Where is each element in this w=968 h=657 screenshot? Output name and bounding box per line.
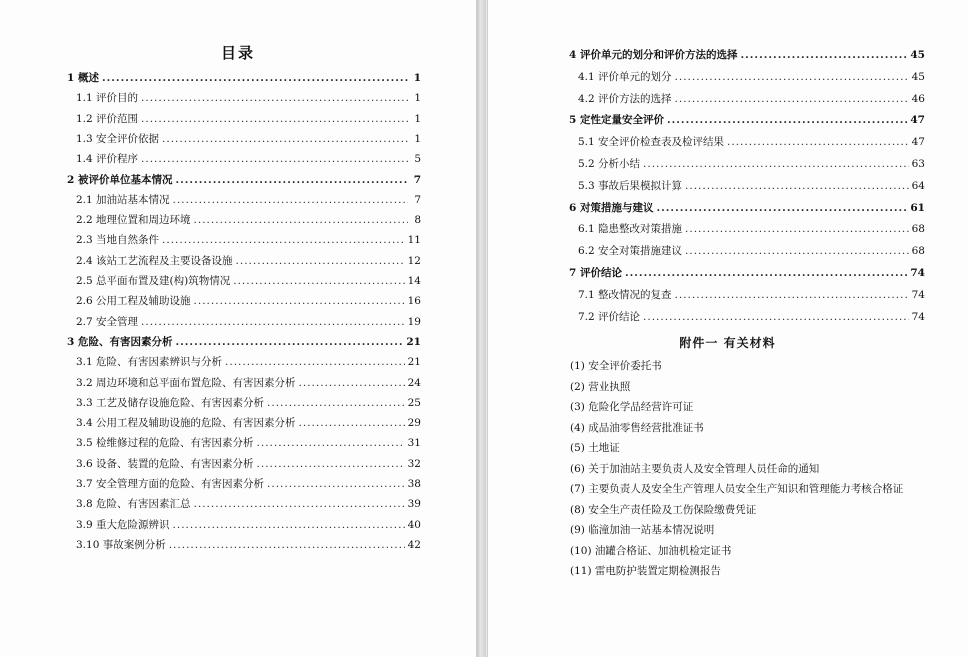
toc-section-row bbox=[578, 309, 925, 324]
toc-page-number: 1 bbox=[414, 132, 421, 145]
toc-leader-dots bbox=[162, 234, 405, 246]
toc-section-row bbox=[578, 287, 925, 302]
toc-page-number: 38 bbox=[407, 478, 421, 490]
toc-section-row bbox=[76, 496, 421, 511]
toc-leader-dots bbox=[667, 114, 907, 126]
attachment-item: (11) 雷电防护装置定期检测报告 bbox=[570, 565, 721, 577]
toc-leader-dots bbox=[141, 316, 405, 328]
toc-title: 目录 bbox=[220, 44, 255, 62]
toc-entry-label: 1.1 评价目的 bbox=[76, 92, 139, 105]
attachment-item: (8) 安全生产责任险及工伤保险缴费凭证 bbox=[570, 503, 757, 516]
attachment-item: (2) 营业执照 bbox=[570, 380, 631, 393]
toc-leader-dots bbox=[173, 519, 405, 531]
toc-section-row bbox=[578, 134, 925, 149]
toc-leader-dots bbox=[257, 437, 405, 449]
toc-section-row bbox=[76, 293, 421, 308]
toc-leader-dots bbox=[194, 295, 405, 307]
toc-section-row bbox=[76, 395, 421, 410]
toc-page-number: 68 bbox=[911, 223, 925, 236]
toc-section-row bbox=[76, 435, 421, 450]
toc-entry-label: 5.1 安全评价检查表及检评结果 bbox=[578, 136, 725, 149]
toc-page-number: 21 bbox=[406, 335, 421, 348]
toc-section-row bbox=[76, 273, 421, 288]
toc-section-row bbox=[76, 253, 421, 268]
toc-leader-dots bbox=[740, 49, 907, 61]
toc-page-number: 61 bbox=[910, 201, 925, 214]
toc-page-number: 7 bbox=[414, 193, 421, 206]
toc-entry-label: 4.2 评价方法的选择 bbox=[578, 92, 672, 105]
toc-entry-label: 3.5 检维修过程的危险、有害因素分析 bbox=[76, 437, 254, 450]
toc-entry-label: 7.2 评价结论 bbox=[578, 310, 641, 323]
toc-page-number: 1 bbox=[413, 72, 421, 84]
toc-page-number: 16 bbox=[407, 295, 421, 308]
attachment-item: (3) 危险化学品经营许可证 bbox=[570, 401, 694, 413]
toc-leader-dots bbox=[175, 174, 408, 186]
toc-entry-label: 7 评价结论 bbox=[569, 267, 622, 279]
toc-section-row bbox=[76, 375, 421, 390]
toc-page-number: 46 bbox=[911, 92, 925, 105]
toc-leader-dots bbox=[141, 92, 408, 104]
toc-page-number: 19 bbox=[407, 315, 421, 328]
attachment-item: (4) 成品油零售经营批准证书 bbox=[570, 421, 704, 434]
toc-section-row bbox=[578, 69, 925, 84]
attachment-item: (7) 主要负责人及安全生产管理人员安全生产知识和管理能力考核合格证 bbox=[570, 483, 904, 495]
toc-section-row bbox=[578, 221, 925, 236]
toc-section-row bbox=[76, 476, 421, 491]
toc-page-number: 74 bbox=[911, 288, 925, 301]
toc-leader-dots bbox=[299, 377, 405, 389]
toc-entry-label: 3.6 设备、装置的危险、有害因素分析 bbox=[76, 457, 254, 470]
toc-chapter-row bbox=[67, 172, 421, 187]
attachment-item: (10) 油罐合格证、加油机检定证书 bbox=[570, 544, 732, 557]
toc-page-number: 45 bbox=[911, 70, 925, 83]
toc-leader-dots bbox=[225, 356, 405, 368]
toc-section-row bbox=[76, 354, 421, 369]
toc-section-row bbox=[76, 314, 421, 329]
toc-section-row bbox=[76, 151, 421, 166]
toc-page-number: 32 bbox=[407, 457, 421, 470]
toc-section-row bbox=[76, 90, 421, 105]
toc-leader-dots bbox=[162, 133, 408, 145]
toc-page-number: 21 bbox=[407, 356, 421, 369]
toc-leader-dots bbox=[675, 289, 909, 301]
toc-entry-label: 7.1 整改情况的复查 bbox=[578, 288, 672, 301]
toc-entry-label: 6.2 安全对策措施建议 bbox=[578, 245, 683, 258]
toc-entry-label: 1.4 评价程序 bbox=[76, 153, 139, 166]
toc-section-row bbox=[578, 178, 925, 193]
toc-chapter-row bbox=[67, 70, 421, 85]
toc-section-row bbox=[76, 456, 421, 471]
toc-leader-dots bbox=[194, 498, 405, 510]
toc-entry-label: 6.1 隐患整改对策措施 bbox=[578, 223, 683, 236]
toc-leader-dots bbox=[233, 275, 404, 287]
toc-entry-label: 1.3 安全评价依据 bbox=[76, 132, 160, 145]
toc-leader-dots bbox=[675, 93, 909, 105]
toc-entry-label: 2.5 总平面布置及建(构)筑物情况 bbox=[76, 275, 231, 287]
toc-leader-dots bbox=[267, 397, 405, 409]
toc-page-number: 40 bbox=[407, 518, 421, 531]
toc-section-row bbox=[76, 232, 421, 247]
toc-leader-dots bbox=[643, 311, 909, 323]
toc-entry-label: 2.7 安全管理 bbox=[76, 315, 139, 328]
toc-section-row bbox=[76, 415, 421, 430]
toc-leader-dots bbox=[141, 113, 408, 125]
toc-entry-label: 3.3 工艺及储存设施危险、有害因素分析 bbox=[76, 396, 265, 409]
toc-leader-dots bbox=[643, 158, 909, 170]
toc-page-number: 7 bbox=[413, 173, 421, 186]
toc-leader-dots bbox=[169, 539, 405, 551]
toc-entry-label: 4 评价单元的划分和评价方法的选择 bbox=[569, 49, 738, 61]
toc-leader-dots bbox=[685, 223, 909, 235]
toc-entry-label: 2 被评价单位基本情况 bbox=[67, 173, 173, 186]
toc-chapter-row bbox=[569, 265, 925, 280]
toc-section-row bbox=[76, 192, 421, 207]
toc-leader-dots bbox=[685, 180, 909, 192]
toc-section-row bbox=[76, 537, 421, 552]
toc-chapter-row bbox=[569, 47, 925, 62]
attachment-title: 附件一 有关材料 bbox=[679, 336, 776, 350]
toc-page-number: 1 bbox=[414, 92, 421, 105]
toc-entry-label: 3.7 安全管理方面的危险、有害因素分析 bbox=[76, 478, 265, 490]
toc-leader-dots bbox=[141, 153, 408, 165]
attachment-item: (5) 土地证 bbox=[570, 442, 620, 454]
toc-page-number: 29 bbox=[407, 417, 421, 430]
toc-leader-dots bbox=[194, 214, 408, 226]
toc-entry-label: 3.8 危险、有害因素汇总 bbox=[76, 498, 191, 511]
toc-leader-dots bbox=[173, 194, 408, 206]
toc-leader-dots bbox=[675, 71, 909, 83]
toc-leader-dots bbox=[267, 478, 405, 490]
toc-entry-label: 3.10 事故案例分析 bbox=[76, 538, 166, 551]
toc-entry-label: 5 定性定量安全评价 bbox=[569, 114, 664, 127]
attachment-item: (9) 临潼加油一站基本情况说明 bbox=[570, 524, 715, 536]
toc-leader-dots bbox=[656, 202, 907, 214]
toc-leader-dots bbox=[257, 458, 405, 470]
toc-entry-label: 1.2 评价范围 bbox=[76, 112, 139, 125]
toc-leader-dots bbox=[685, 245, 909, 257]
toc-page-number: 39 bbox=[407, 498, 421, 511]
toc-entry-label: 5.2 分析小结 bbox=[578, 158, 641, 170]
toc-section-row bbox=[76, 131, 421, 146]
toc-chapter-row bbox=[569, 112, 925, 127]
toc-page-number: 74 bbox=[911, 310, 925, 323]
toc-page-number: 42 bbox=[407, 538, 421, 551]
toc-page-number: 31 bbox=[407, 437, 421, 450]
toc-chapter-row bbox=[67, 334, 421, 349]
toc-page-number: 14 bbox=[407, 275, 421, 287]
toc-section-row bbox=[76, 517, 421, 532]
toc-page-number: 74 bbox=[910, 267, 925, 279]
toc-page-number: 47 bbox=[910, 114, 925, 127]
toc-entry-label: 2.1 加油站基本情况 bbox=[76, 193, 170, 206]
toc-page-number: 68 bbox=[911, 245, 925, 258]
toc-entry-label: 3.1 危险、有害因素辨识与分析 bbox=[76, 356, 223, 369]
toc-page-number: 8 bbox=[414, 214, 421, 227]
page-gutter bbox=[477, 0, 486, 657]
toc-page-number: 63 bbox=[911, 158, 925, 170]
toc-page-number: 47 bbox=[911, 136, 925, 149]
toc-entry-label: 3 危险、有害因素分析 bbox=[67, 335, 173, 348]
toc-page-number: 45 bbox=[910, 49, 925, 61]
toc-leader-dots bbox=[727, 136, 909, 148]
toc-entry-label: 3.9 重大危险源辨识 bbox=[76, 518, 170, 531]
toc-leader-dots bbox=[625, 267, 907, 279]
toc-chapter-row bbox=[569, 200, 925, 215]
toc-entry-label: 3.4 公用工程及辅助设施的危险、有害因素分析 bbox=[76, 417, 296, 430]
toc-page-number: 25 bbox=[407, 396, 421, 409]
toc-page-number: 1 bbox=[414, 112, 421, 125]
toc-leader-dots bbox=[175, 336, 403, 348]
toc-entry-label: 3.2 周边环境和总平面布置危险、有害因素分析 bbox=[76, 376, 296, 389]
toc-entry-label: 1 概述 bbox=[67, 72, 99, 84]
toc-section-row bbox=[578, 243, 925, 258]
toc-page-number: 5 bbox=[414, 153, 421, 166]
toc-leader-dots bbox=[236, 255, 405, 267]
toc-entry-label: 2.3 当地自然条件 bbox=[76, 234, 160, 247]
attachment-item: (1) 安全评价委托书 bbox=[570, 360, 662, 372]
toc-section-row bbox=[578, 91, 925, 106]
attachment-item: (6) 关于加油站主要负责人及安全管理人员任命的通知 bbox=[570, 462, 820, 475]
toc-page-number: 12 bbox=[407, 254, 421, 267]
toc-section-row bbox=[76, 111, 421, 126]
toc-entry-label: 6 对策措施与建议 bbox=[569, 201, 654, 214]
toc-entry-label: 2.6 公用工程及辅助设施 bbox=[76, 295, 191, 308]
toc-page-number: 64 bbox=[911, 179, 925, 192]
toc-page-number: 24 bbox=[407, 376, 421, 389]
toc-section-row bbox=[76, 212, 421, 227]
toc-page-number: 11 bbox=[407, 234, 421, 247]
toc-entry-label: 2.2 地理位置和周边环境 bbox=[76, 214, 191, 227]
toc-leader-dots bbox=[299, 417, 405, 429]
toc-entry-label: 4.1 评价单元的划分 bbox=[578, 70, 672, 83]
toc-entry-label: 2.4 该站工艺流程及主要设备设施 bbox=[76, 254, 233, 267]
toc-section-row bbox=[578, 156, 925, 171]
toc-leader-dots bbox=[102, 72, 408, 84]
toc-entry-label: 5.3 事故后果模拟计算 bbox=[578, 179, 683, 192]
